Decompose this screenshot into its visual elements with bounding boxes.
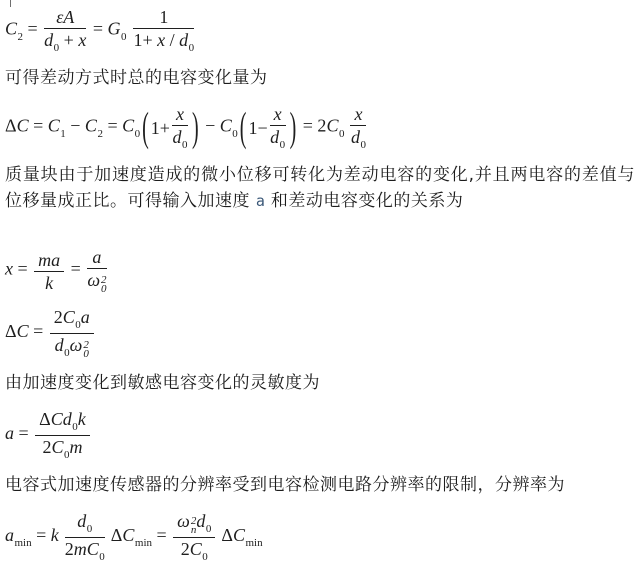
open-paren: ( xyxy=(142,104,149,151)
close-paren: ) xyxy=(289,104,297,151)
para-mass-displacement xyxy=(5,162,635,214)
fraction: $\frac{\varepsilon A}{d_0 + x}$ xyxy=(44,7,87,54)
text-run: 可得差动方式时总的电容变化量为 xyxy=(5,68,268,88)
fraction: $\frac{x}{d_0}$ xyxy=(172,104,188,151)
open-paren: ( xyxy=(239,104,247,151)
fraction: $\frac{ma}{k}$ xyxy=(34,250,64,292)
paren-content: 1+ $\frac{x}{d_0}$ xyxy=(150,104,188,151)
para-resolution xyxy=(5,472,635,498)
formula-a-min: $a_{min} = k$ $\frac{d_0}{2mC_0}$ $\Delta C_{min}$ = ω 2 n $d_0$ $2C_0$ $\Delta C_{min}$ xyxy=(5,511,263,563)
text-run: 电容式加速度传感器的分辨率受到电容检测电路分辨率的限制，分辨率为 xyxy=(5,475,565,495)
fraction: $2C_0a$ $d_0\omega$ 2 0 xyxy=(50,307,94,359)
text-run: 由加速度变化到敏感电容变化的灵敏度为 xyxy=(5,373,320,393)
empty-line xyxy=(5,218,635,234)
formula-delta-c-differential: $\Delta C = C_1 - C_2 = C_0$ ( 1+ $\frac{x}{d_0}$ ) − $C_0$ ( 1− $\frac{x}{d_0}$ ) = $2C_0$ $\frac{x}{d_0}$ xyxy=(5,104,366,151)
text-run: 质量块由于加速度造成的微小位移可转化为差动电容的变化,并且两电容的差值与位移量成正比。可得输入加速度 xyxy=(5,165,635,211)
fraction: $\frac{x}{d_0}$ xyxy=(270,104,286,151)
formula-displacement: x = $\frac{ma}{k}$ = a ω 2 0 xyxy=(5,247,107,295)
para-sensitivity xyxy=(5,370,635,396)
formula-c2: $C_2$ = $\frac{\varepsilon A}{d_0 + x}$ = $G_0$ $\frac{1}{1+ x / d_0}$ xyxy=(5,7,195,54)
sub-sup-stack: 2 0 xyxy=(83,339,89,360)
fraction: $\frac{\Delta Cd_0k}{2C_0m}$ xyxy=(35,409,90,461)
inline-variable: a xyxy=(255,192,265,210)
fraction: $\frac{1}{1+ x / d_0}$ xyxy=(133,7,195,54)
sub-sup-stack: 2 0 xyxy=(101,274,107,295)
sub-sup-stack: 2 n xyxy=(190,515,197,536)
fraction: $\frac{x}{d_0}$ xyxy=(350,104,366,151)
formula-accel-sensitivity: a = $\frac{\Delta Cd_0k}{2C_0m}$ xyxy=(5,409,635,461)
fraction: a ω 2 0 xyxy=(87,247,107,295)
text-run: 和差动电容变化的关系为 xyxy=(264,191,464,211)
fraction: ω 2 n $d_0$ $2C_0$ xyxy=(173,511,215,563)
fraction: $\frac{d_0}{2mC_0}$ xyxy=(64,511,105,563)
paren-content: 1− $\frac{x}{d_0}$ xyxy=(248,104,286,151)
para-total-capacitance-change xyxy=(5,65,635,91)
close-paren: ) xyxy=(191,104,199,151)
formula-delta-c-accel: ΔC = $2C_0a$ $d_0\omega$ 2 0 xyxy=(5,307,635,359)
